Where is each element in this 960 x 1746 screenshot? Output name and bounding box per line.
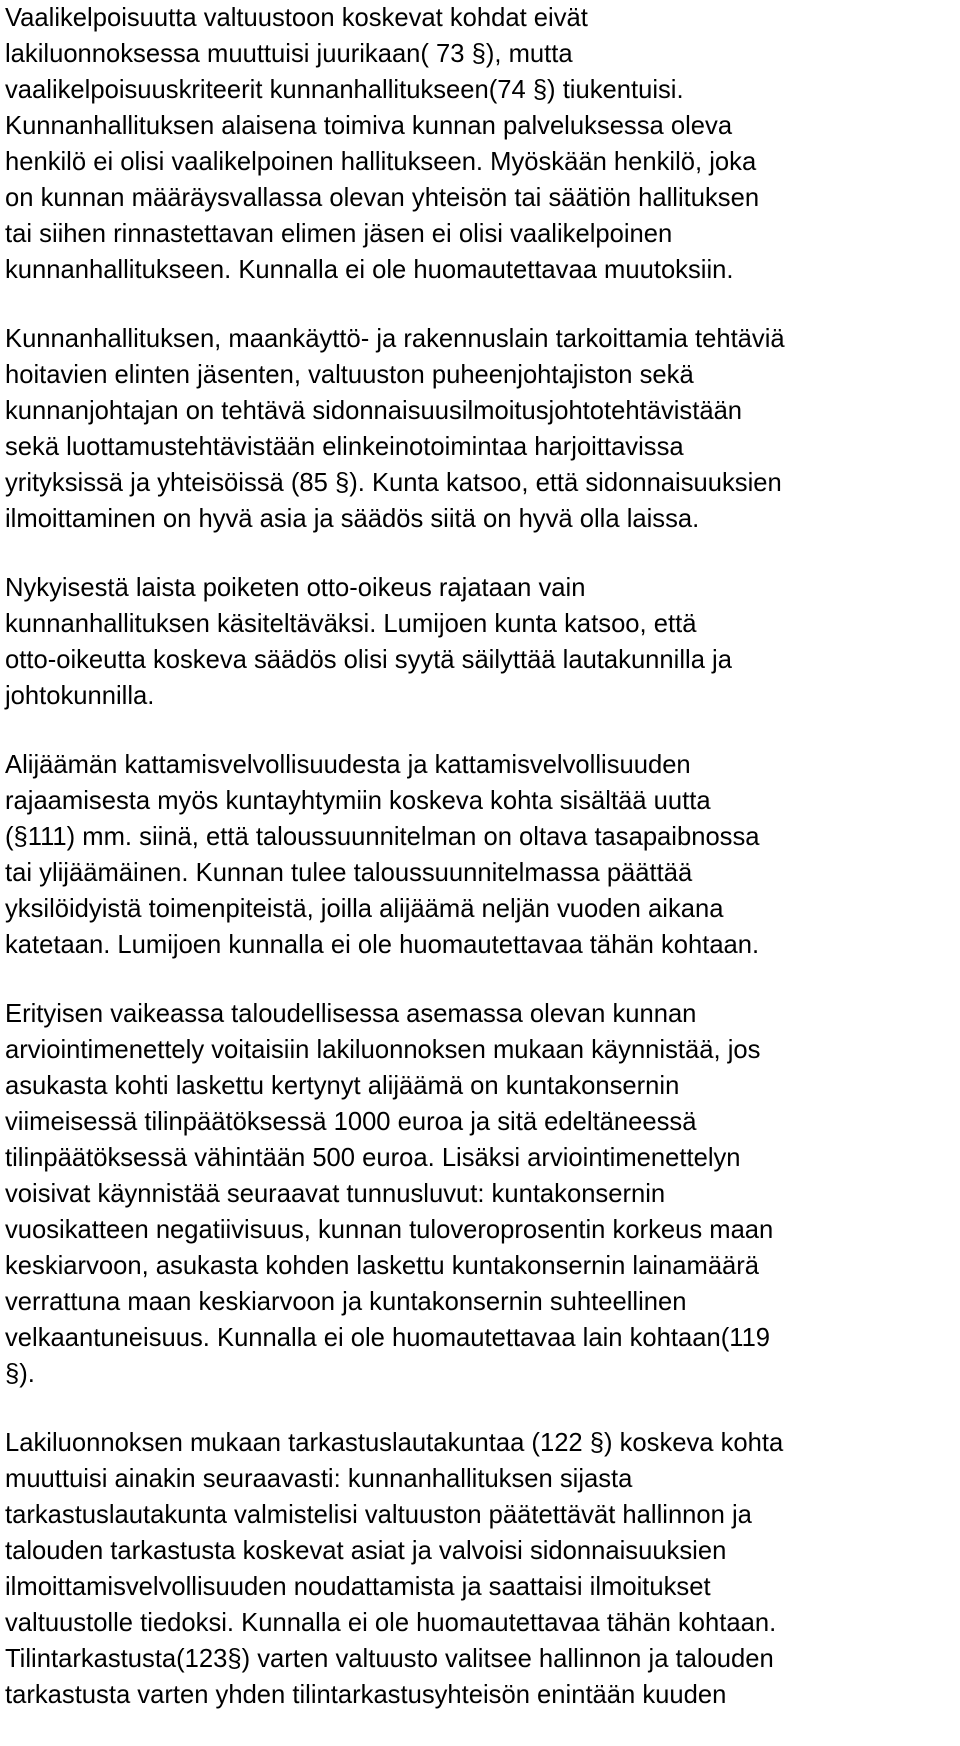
text-line: Lakiluonnoksen mukaan tarkastuslautakuntaa (122 §) koskeva kohta <box>5 1429 784 1457</box>
text-line: lakiluonnoksessa muuttuisi juurikaan( 73 §), mutta <box>5 40 573 68</box>
paragraph-deficit <box>5 747 955 963</box>
text-line: rajaamisesta myös kuntayhtymiin koskeva kohta sisältää uutta <box>5 787 711 815</box>
text-line: Alijäämän kattamisvelvollisuudesta ja kattamisvelvollisuuden <box>5 751 691 779</box>
text-line: yksilöidyistä toimenpiteistä, joilla alijäämä neljän vuoden aikana <box>5 895 724 923</box>
text-line: Kunnanhallituksen alaisena toimiva kunnan palveluksessa oleva <box>5 112 733 140</box>
text-line: vaalikelpoisuuskriteerit kunnanhallitukseen(74 §) tiukentuisi. <box>5 76 684 104</box>
text-line: muuttuisi ainakin seuraavasti: kunnanhallituksen sijasta <box>5 1465 633 1493</box>
text-line: Kunnanhallituksen, maankäyttö- ja rakennuslain tarkoittamia tehtäviä <box>5 325 785 353</box>
paragraph-evaluation-procedure <box>5 996 955 1392</box>
text-line: velkaantuneisuus. Kunnalla ei ole huomautettavaa lain kohtaan(119 <box>5 1324 771 1352</box>
text-line: asukasta kohti laskettu kertynyt alijäämä on kuntakonsernin <box>5 1072 680 1100</box>
text-line: kunnanhallituksen käsiteltäväksi. Lumijoen kunta katsoo, että <box>5 610 697 638</box>
text-line: katetaan. Lumijoen kunnalla ei ole huomautettavaa tähän kohtaan. <box>5 931 760 959</box>
text-line: ilmoittamisvelvollisuuden noudattamista ja saattaisi ilmoitukset <box>5 1573 711 1601</box>
text-line: tarkastusta varten yhden tilintarkastusyhteisön enintään kuuden <box>5 1681 727 1709</box>
text-line: kunnanhallitukseen. Kunnalla ei ole huomautettavaa muutoksiin. <box>5 256 734 284</box>
text-line: vuosikatteen negatiivisuus, kunnan tuloveroprosentin korkeus maan <box>5 1216 774 1244</box>
text-line: arviointimenettely voitaisiin lakiluonnoksen mukaan käynnistää, jos <box>5 1036 761 1064</box>
text-line: sekä luottamustehtävistään elinkeinotoimintaa harjoittavissa <box>5 433 684 461</box>
text-line: tarkastuslautakunta valmistelisi valtuuston päätettävät hallinnon ja <box>5 1501 752 1529</box>
text-line: johtokunnilla. <box>5 682 155 710</box>
paragraph-eligibility <box>5 0 955 288</box>
text-line: yrityksissä ja yhteisöissä (85 §). Kunta katsoo, että sidonnaisuuksien <box>5 469 782 497</box>
text-line: otto-oikeutta koskeva säädös olisi syytä säilyttää lautakunnilla ja <box>5 646 732 674</box>
text-line: tilinpäätöksessä vähintään 500 euroa. Lisäksi arviointimenettelyn <box>5 1144 741 1172</box>
document-body <box>5 0 955 1746</box>
text-line: valtuustolle tiedoksi. Kunnalla ei ole huomautettavaa tähän kohtaan. <box>5 1609 777 1637</box>
text-line: voisivat käynnistää seuraavat tunnusluvut: kuntakonsernin <box>5 1180 666 1208</box>
text-line: Tilintarkastusta(123§) varten valtuusto valitsee hallinnon ja talouden <box>5 1645 774 1673</box>
text-line: §). <box>5 1360 35 1388</box>
text-line: ilmoittaminen on hyvä asia ja säädös siitä on hyvä olla laissa. <box>5 505 700 533</box>
text-line: (§111) mm. siinä, että taloussuunnitelman on oltava tasapaibnossa <box>5 823 760 851</box>
text-line: viimeisessä tilinpäätöksessä 1000 euroa ja sitä edeltäneessä <box>5 1108 697 1136</box>
text-line: henkilö ei olisi vaalikelpoinen hallitukseen. Myöskään henkilö, joka <box>5 148 757 176</box>
text-line: hoitavien elinten jäsenten, valtuuston puheenjohtajiston sekä <box>5 361 694 389</box>
text-line: Vaalikelpoisuutta valtuustoon koskevat kohdat eivät <box>5 4 588 32</box>
text-line: Nykyisestä laista poiketen otto-oikeus rajataan vain <box>5 574 586 602</box>
text-line: verrattuna maan keskiarvoon ja kuntakonsernin suhteellinen <box>5 1288 687 1316</box>
text-line: keskiarvoon, asukasta kohden laskettu kuntakonsernin lainamäärä <box>5 1252 760 1280</box>
paragraph-otto-oikeus <box>5 570 955 714</box>
text-line: talouden tarkastusta koskevat asiat ja valvoisi sidonnaisuuksien <box>5 1537 727 1565</box>
text-line: tai siihen rinnastettavan elimen jäsen ei olisi vaalikelpoinen <box>5 220 673 248</box>
paragraph-audit-committee <box>5 1425 955 1713</box>
text-line: tai ylijäämäinen. Kunnan tulee taloussuunnitelmassa päättää <box>5 859 693 887</box>
text-line: kunnanjohtajan on tehtävä sidonnaisuusilmoitusjohtotehtävistään <box>5 397 743 425</box>
text-line: Erityisen vaikeassa taloudellisessa asemassa olevan kunnan <box>5 1000 697 1028</box>
text-line: on kunnan määräysvallassa olevan yhteisön tai säätiön hallituksen <box>5 184 760 212</box>
paragraph-disclosure <box>5 321 955 537</box>
